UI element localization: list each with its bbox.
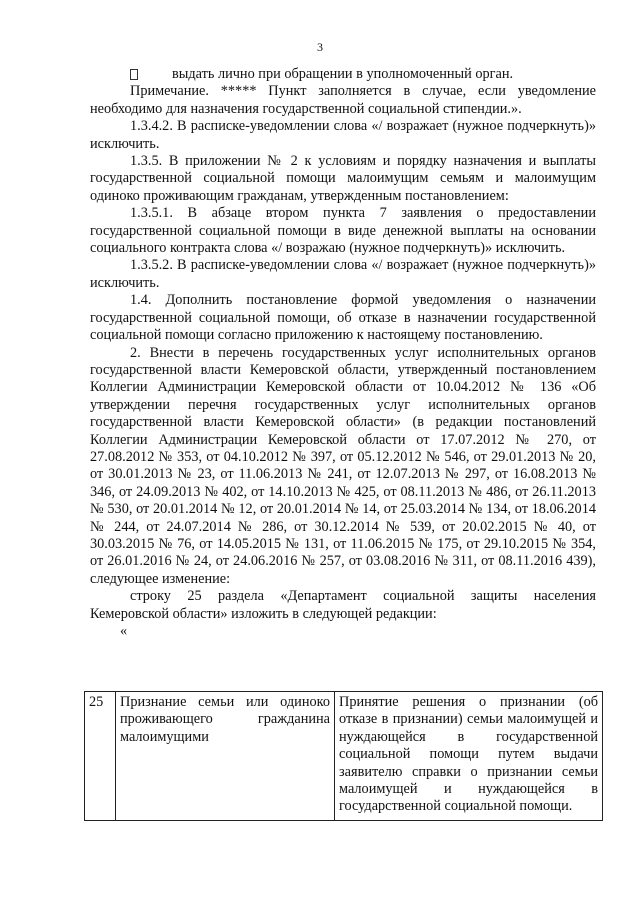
paragraph-1-3-5: 1.3.5. В приложении № 2 к условиям и порядку назначения и выплаты государственной социальной помощи малоимущим семьям и малоимущим одиноко проживающим гражданам, утвержденным постановлением: xyxy=(90,153,596,204)
service-result: Принятие решения о признании (об отказе в признании) семьи малоимущей и нуждающейся в государственной социальной помощи путем выдачи заявителю справки о признании семьи малоимущей и нуждающейся в государственной социальной помощи. xyxy=(339,694,598,815)
paragraph-1-4: 1.4. Дополнить постановление формой уведомления о назначении государственной социальной помощи, об отказе в назначении государственной социальной помощи согласно приложению к настоящему постановлению. xyxy=(90,292,596,344)
paragraph-note: Примечание. ***** Пункт заполняется в случае, если уведомление необходимо для назначения государственной социальной стипендии.». xyxy=(90,83,596,117)
table-row xyxy=(85,692,603,821)
checkbox-glyph-icon xyxy=(130,69,138,80)
service-name-cell xyxy=(116,692,335,821)
paragraph-2: 2. Внести в перечень государственных услуг исполнительных органов государственной власти Кемеровской области, утвержденный постановлением Коллегии Администрации Кемеровской области от 10.04.2012 № 136 «Об утверждении перечня государственных услуг исполнительных органов государственной власти Кемеровской области» (в редакции постановлений Коллегии Администрации Кемеровской области от 17.07.2012 № 270, от 27.08.2012 № 353, от 04.10.2012 № 397, от 05.12.2012 № 546, от 29.01.2013 № 20, от 30.01.2013 № 23, от 11.06.2013 № 241, от 12.07.2013 № 297, от 16.08.2013 № 346, от 24.09.2013 № 402, от 14.10.2013 № 425, от 08.11.2013 № 486, от 26.11.2013 № 530, от 20.01.2014 № 12, от 20.01.2014 № 14, от 25.03.2014 № 134, от 18.06.2014 № 244, от 24.07.2014 № 286, от 30.12.2014 № 539, от 20.02.2015 № 40, от 30.03.2015 № 76, от 14.05.2015 № 131, от 11.06.2015 № 175, от 29.10.2015 № 354, от 26.01.2016 № 24, от 24.06.2016 № 257, от 03.08.2016 № 311, от 08.11.2016 439), следующее изменение: xyxy=(90,344,596,587)
paragraph-1-3-5-1: 1.3.5.1. В абзаце втором пункта 7 заявления о предоставлении государственной социальной помощи в виде денежной выплаты на основании социального контракта слова «/ возражаю (нужное подчеркнуть)» исключить. xyxy=(90,205,596,257)
services-table xyxy=(84,691,603,821)
document-body xyxy=(90,66,596,640)
bullet-paragraph xyxy=(90,66,596,83)
page-number: 3 xyxy=(317,40,323,54)
opening-quote: « xyxy=(120,623,128,639)
paragraph-1-3-5-2: 1.3.5.2. В расписке-уведомлении слова «/ возражает (нужное подчеркнуть)» исключить. xyxy=(90,257,596,291)
result-cell xyxy=(335,692,603,821)
paragraph-row-25: строку 25 раздела «Департамент социальной защиты населения Кемеровской области» изложить в следующей редакции: xyxy=(90,588,596,622)
service-name: Признание семьи или одиноко проживающего гражданина малоимущими xyxy=(120,694,330,745)
paragraph-1-3-4-2: 1.3.4.2. В расписке-уведомлении слова «/ возражает (нужное подчеркнуть)» исключить. xyxy=(90,118,596,152)
row-number-cell: 25 xyxy=(85,692,116,821)
bullet-text: выдать лично при обращении в уполномоченный орган. xyxy=(172,66,514,82)
